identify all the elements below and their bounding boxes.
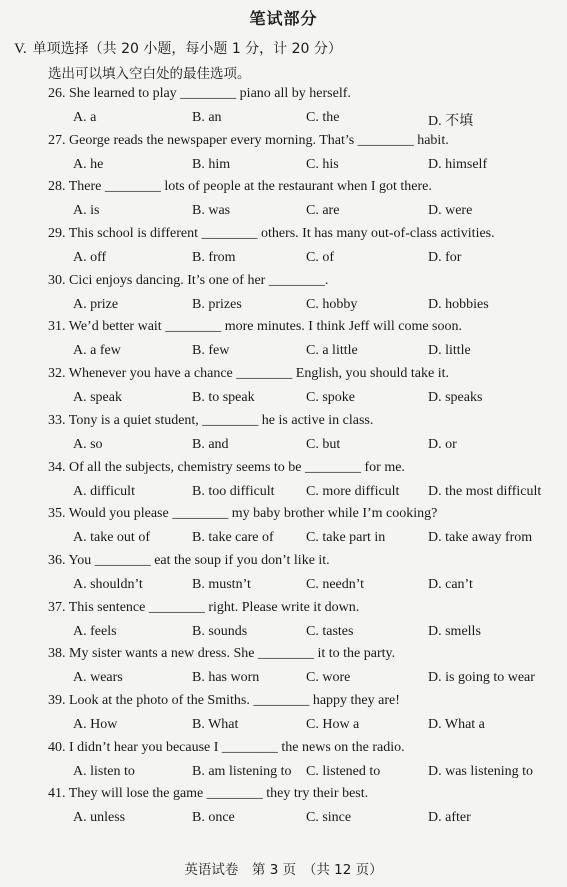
option-d: D. the most difficult xyxy=(428,483,542,499)
option-a: A. wears xyxy=(73,670,123,686)
option-c: C. spoke xyxy=(306,390,355,406)
option-a: A. so xyxy=(73,436,103,452)
option-d: D. or xyxy=(428,436,457,452)
page-title: 笔试部分 xyxy=(249,9,318,28)
question-item xyxy=(48,460,558,507)
option-d: D. smells xyxy=(428,623,481,639)
section-header xyxy=(14,38,342,58)
option-c: C. of xyxy=(306,250,334,266)
option-a: A. take out of xyxy=(73,530,150,546)
question-item xyxy=(48,413,558,460)
option-b: B. am listening to xyxy=(192,763,292,779)
option-a: A. speak xyxy=(73,390,122,406)
question-item xyxy=(48,226,558,273)
question-stem: 28. There ________ lots of people at the restaurant when I got there. xyxy=(48,179,432,195)
question-stem: 33. Tony is a quiet student, ________ he is active in class. xyxy=(48,412,374,428)
question-stem: 30. Cici enjoys dancing. It’s one of her ________. xyxy=(48,272,329,288)
option-d: D. for xyxy=(428,250,462,266)
option-a: A. unless xyxy=(73,810,126,826)
option-a: A. difficult xyxy=(73,483,135,499)
option-c: C. more difficult xyxy=(306,483,400,499)
option-c: C. but xyxy=(306,436,341,452)
question-item xyxy=(48,179,558,226)
option-c: C. a little xyxy=(306,343,358,359)
option-b: B. take care of xyxy=(192,530,274,546)
question-stem: 37. This sentence ________ right. Please write it down. xyxy=(48,599,360,615)
option-c: C. tastes xyxy=(306,623,354,639)
option-a: A. prize xyxy=(73,296,119,312)
question-stem: 36. You ________ eat the soup if you don’t like it. xyxy=(48,552,330,568)
option-a: A. off xyxy=(73,250,107,266)
option-c: C. hobby xyxy=(306,296,358,312)
question-stem: 40. I didn’t hear you because I ________ the news on the radio. xyxy=(48,739,405,755)
option-d: D. little xyxy=(428,343,471,359)
question-item xyxy=(48,366,558,413)
question-item xyxy=(48,273,558,320)
question-stem: 32. Whenever you have a chance ________ English, you should take it. xyxy=(48,366,449,382)
question-item xyxy=(48,133,558,180)
option-d: D. was listening to xyxy=(428,763,533,779)
option-c: C. since xyxy=(306,810,352,826)
option-b: B. sounds xyxy=(192,623,248,639)
question-item xyxy=(48,506,558,553)
section-number: V. xyxy=(14,41,27,57)
question-stem: 39. Look at the photo of the Smiths. ________ happy they are! xyxy=(48,692,400,708)
question-stem: 41. They will lose the game ________ they try their best. xyxy=(48,786,369,802)
question-stem: 26. She learned to play ________ piano all by herself. xyxy=(48,86,351,101)
option-c: C. How a xyxy=(306,716,360,732)
question-item xyxy=(48,553,558,600)
question-list xyxy=(48,86,558,833)
question-item xyxy=(48,600,558,647)
question-stem: 35. Would you please ________ my baby brother while I’m cooking? xyxy=(48,506,438,522)
option-b: B. an xyxy=(192,110,222,125)
option-d: D. is going to wear xyxy=(428,670,535,686)
option-b: B. too difficult xyxy=(192,483,275,499)
option-b: B. was xyxy=(192,203,231,219)
option-d: D. take away from xyxy=(428,530,533,546)
option-a: A. a xyxy=(73,110,97,125)
option-d: D. hobbies xyxy=(428,296,489,312)
option-a: A. shouldn’t xyxy=(73,576,143,592)
option-d: D. 不填 xyxy=(428,114,474,129)
question-item xyxy=(48,319,558,366)
question-stem: 38. My sister wants a new dress. She ________ it to the party. xyxy=(48,646,396,662)
option-d: D. speaks xyxy=(428,390,483,406)
option-a: A. How xyxy=(73,716,118,732)
question-item xyxy=(48,786,558,833)
option-b: B. few xyxy=(192,343,230,359)
option-c: C. his xyxy=(306,156,339,172)
question-item xyxy=(48,86,558,133)
option-b: B. What xyxy=(192,716,239,732)
option-c: C. wore xyxy=(306,670,351,686)
option-b: B. him xyxy=(192,156,231,172)
option-a: A. listen to xyxy=(73,763,135,779)
option-a: A. feels xyxy=(73,623,117,639)
option-b: B. from xyxy=(192,250,236,266)
question-stem: 29. This school is different ________ others. It has many out-of-class activities. xyxy=(48,226,495,242)
option-b: B. has worn xyxy=(192,670,260,686)
section-instruction: 选出可以填入空白处的最佳选项。 xyxy=(48,66,251,82)
question-stem: 34. Of all the subjects, chemistry seems to be ________ for me. xyxy=(48,459,405,475)
option-d: D. after xyxy=(428,810,471,826)
question-item xyxy=(48,740,558,787)
option-c: C. take part in xyxy=(306,530,386,546)
option-b: B. to speak xyxy=(192,390,255,406)
option-d: D. What a xyxy=(428,716,485,732)
option-a: A. a few xyxy=(73,343,121,359)
question-stem: 27. George reads the newspaper every morning. That’s ________ habit. xyxy=(48,132,449,148)
option-c: C. listened to xyxy=(306,763,381,779)
option-c: C. needn’t xyxy=(306,576,365,592)
page-footer: 英语试卷 第 3 页 （共 12 页） xyxy=(184,862,383,878)
option-b: B. and xyxy=(192,436,229,452)
option-d: D. can’t xyxy=(428,576,473,592)
option-a: A. is xyxy=(73,203,100,219)
section-heading: 单项选择（共 20 小题，每小题 1 分，计 20 分） xyxy=(32,41,342,57)
option-a: A. he xyxy=(73,156,104,172)
option-c: C. the xyxy=(306,110,340,125)
question-stem: 31. We’d better wait ________ more minutes. I think Jeff will come soon. xyxy=(48,319,463,335)
option-b: B. mustn’t xyxy=(192,576,251,592)
question-item xyxy=(48,693,558,740)
option-d: D. himself xyxy=(428,156,488,172)
option-b: B. prizes xyxy=(192,296,242,312)
option-d: D. were xyxy=(428,203,473,219)
option-b: B. once xyxy=(192,810,235,826)
option-c: C. are xyxy=(306,203,340,219)
question-item xyxy=(48,646,558,693)
